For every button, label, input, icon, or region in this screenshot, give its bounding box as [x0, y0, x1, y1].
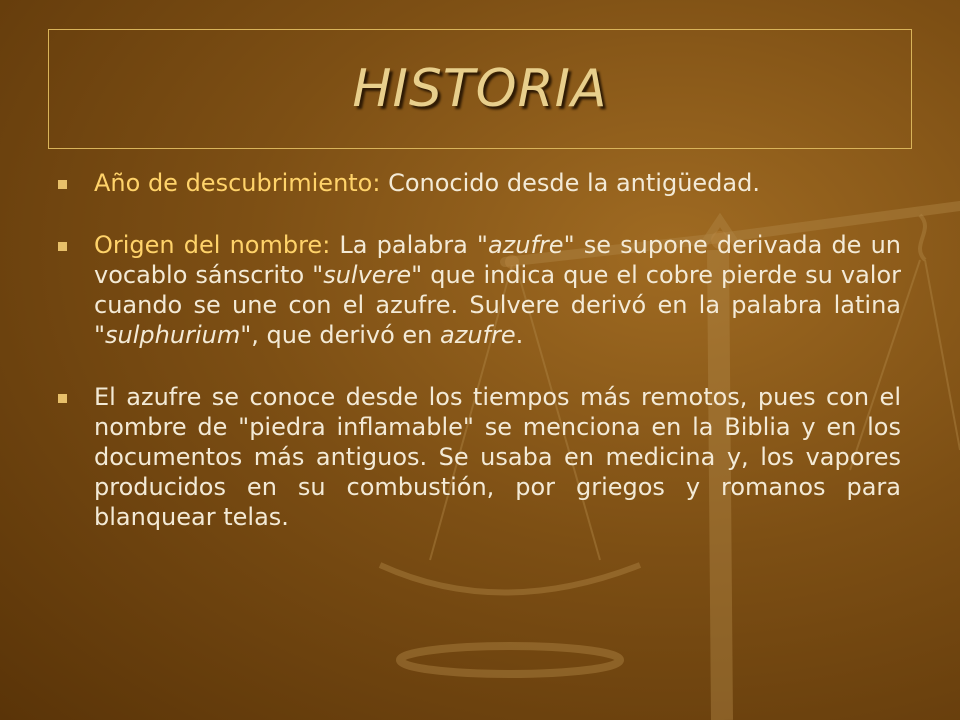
item-body-part: " que indica que el cobre pierde su valor cuando se une con el azufre. Sulvere derivó en la palabra latina ": [94, 261, 901, 349]
item-text: El azufre se conoce desde los tiempos más remotos, pues con el nombre de "piedra inflamable" se menciona en la Biblia y en los documentos más antiguos. Se usaba en medicina y, los vapores producidos en su combustión, por griegos y romanos para blanquear telas.: [94, 383, 901, 531]
item-label: Año de descubrimiento:: [94, 169, 381, 197]
item-body-part: .: [515, 321, 524, 349]
item-italic-term: azufre: [440, 321, 516, 349]
page-title: HISTORIA: [352, 59, 608, 119]
item-text: [94, 168, 901, 198]
bullet-list: [58, 168, 901, 564]
square-bullet-icon: [58, 242, 67, 251]
square-bullet-icon: [58, 394, 67, 403]
item-italic-term: sulvere: [323, 261, 412, 289]
title-box: [48, 29, 912, 149]
square-bullet-icon: [58, 180, 67, 189]
list-item: [58, 168, 901, 198]
item-label: Origen del nombre:: [94, 231, 331, 259]
item-body-part: ", que derivó en: [240, 321, 441, 349]
item-body-part: " se supone derivada de un vocablo sánscrito ": [94, 231, 902, 289]
item-italic-term: sulphurium: [105, 321, 241, 349]
item-italic-term: azufre: [487, 231, 564, 259]
list-item: [58, 382, 901, 532]
item-body-part: La palabra ": [330, 231, 488, 259]
item-body: Conocido desde la antigüedad.: [380, 169, 760, 197]
list-item: [58, 230, 901, 350]
item-text: [94, 230, 901, 350]
